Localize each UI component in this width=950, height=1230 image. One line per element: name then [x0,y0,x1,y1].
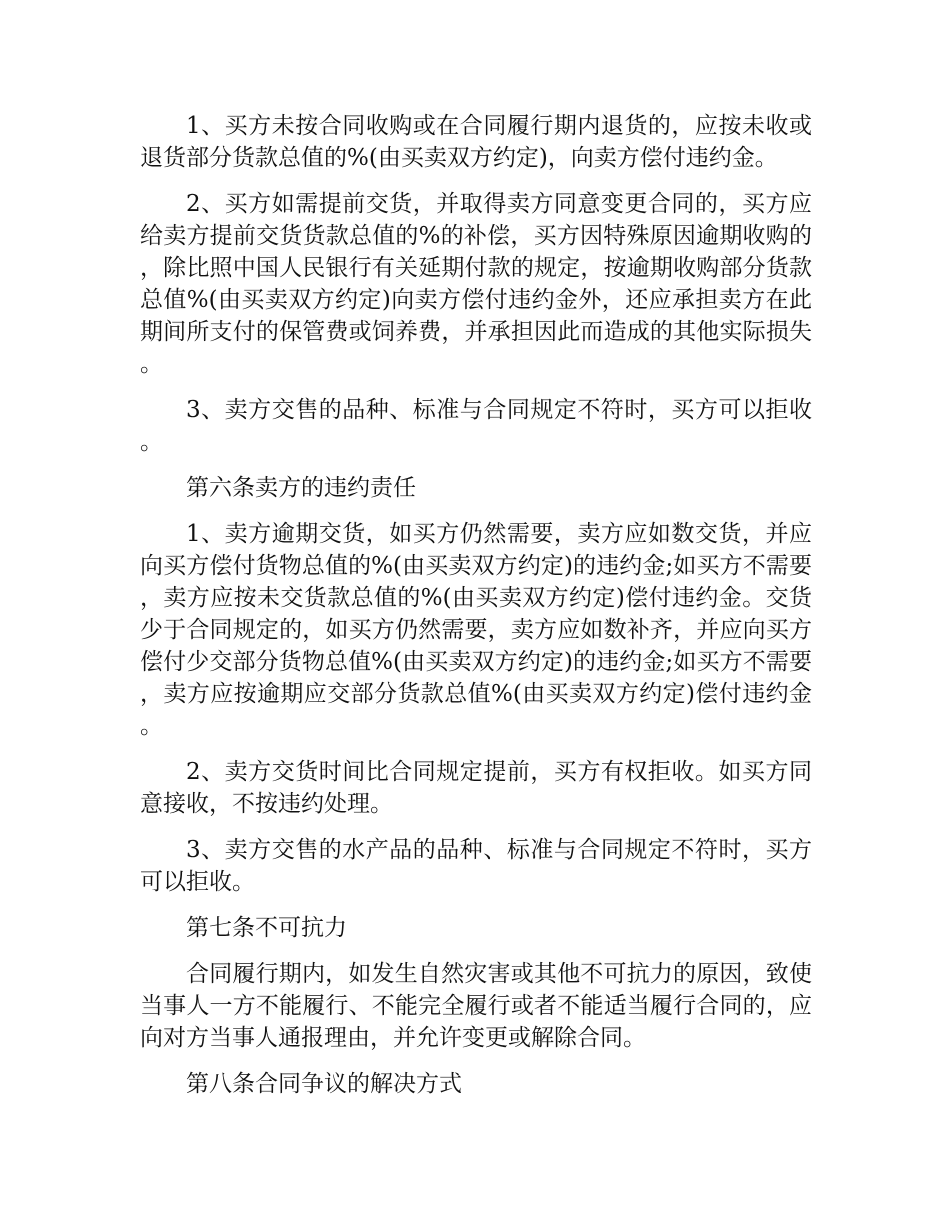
article-6-heading: 第六条卖方的违约责任 [186,475,416,501]
clause-buyer-penalty-3: 3、卖方交售的品种、标准与合同规定不符时，买方可以拒收。 [140,397,812,455]
article-8-heading: 第八条合同争议的解决方式 [186,1071,462,1097]
clause-seller-penalty-2: 2、卖方交货时间比合同规定提前，买方有权拒收。如买方同意接收，不按违约处理。 [140,759,812,817]
article-7-heading: 第七条不可抗力 [186,915,347,941]
clause-seller-penalty-3: 3、卖方交售的水产品的品种、标准与合同规定不符时，买方可以拒收。 [140,837,812,895]
clause-buyer-penalty-1: 1、买方未按合同收购或在合同履行期内退货的，应按未收或退货部分货款总值的%(由买卖双方约定)，向卖方偿付违约金。 [140,113,812,171]
document-page [140,110,812,1114]
clause-buyer-penalty-2: 2、买方如需提前交货，并取得卖方同意变更合同的，买方应给卖方提前交货货款总值的%的补偿，买方因特殊原因逾期收购的，除比照中国人民银行有关延期付款的规定，按逾期收购部分货款总值%(由买卖双方约定)向卖方偿付违约金外，还应承担卖方在此期间所支付的保管费或饲养费，并承担因此而造成的其他实际损失。 [140,191,812,377]
clause-seller-penalty-1: 1、卖方逾期交货，如买方仍然需要，卖方应如数交货，并应向买方偿付货物总值的%(由买卖双方约定)的违约金;如买方不需要，卖方应按未交货款总值的%(由买卖双方约定)偿付违约金。交货少于合同规定的，如买方仍然需要，卖方应如数补齐，并应向买方偿付少交部分货物总值%(由买卖双方约定)的违约金;如买方不需要，卖方应按逾期应交部分货款总值%(由买卖双方约定)偿付违约金。 [140,521,812,739]
clause-force-majeure: 合同履行期内，如发生自然灾害或其他不可抗力的原因，致使当事人一方不能履行、不能完全履行或者不能适当履行合同的，应向对方当事人通报理由，并允许变更或解除合同。 [140,961,812,1051]
